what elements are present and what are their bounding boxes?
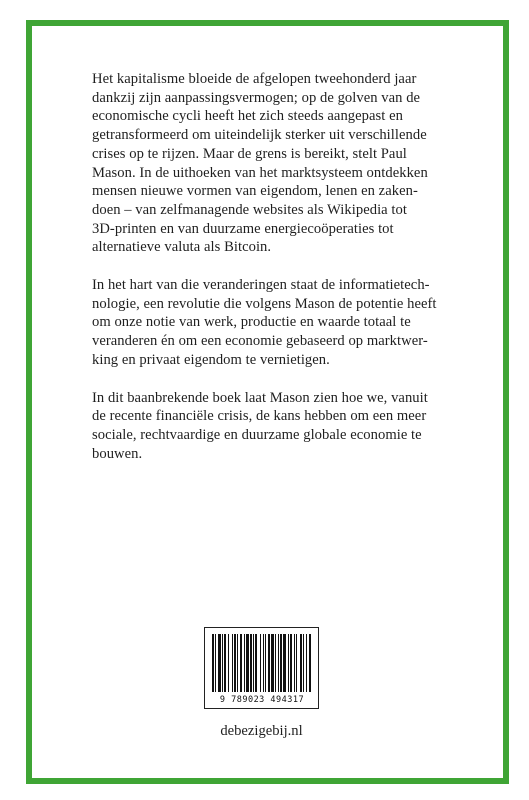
blurb-line: dankzij zijn aanpassingsvermogen; op de golven van de bbox=[92, 89, 421, 106]
barcode-bar bbox=[250, 634, 252, 692]
barcode-bar bbox=[255, 634, 257, 692]
blurb-line: alternatieve valuta als Bitcoin. bbox=[92, 239, 272, 256]
barcode-bar bbox=[296, 634, 297, 692]
barcode-bar bbox=[234, 634, 236, 692]
blurb-line: mensen nieuwe vormen van eigendom, lenen en zaken- bbox=[92, 183, 418, 200]
barcode-bar bbox=[218, 634, 221, 692]
blurb-paragraph-1 bbox=[92, 70, 444, 257]
barcode-bar bbox=[290, 634, 292, 692]
blurb-line: In het hart van die veranderingen staat de informatietech- bbox=[92, 277, 430, 294]
blurb-line: crises op te rijzen. Maar de grens is bereikt, stelt Paul bbox=[92, 145, 407, 162]
barcode-bar bbox=[271, 634, 274, 692]
publisher-website: debezigebij.nl bbox=[220, 723, 303, 739]
barcode-bar bbox=[283, 634, 286, 692]
blurb-line: getransformeerd om uiteindelijk sterker uit verschillende bbox=[92, 127, 427, 144]
barcode-bar bbox=[244, 634, 245, 692]
barcode-bar bbox=[263, 634, 264, 692]
barcode-bar bbox=[260, 634, 261, 692]
barcode-bar bbox=[303, 634, 304, 692]
barcode-bar bbox=[222, 634, 223, 692]
back-cover-blurb bbox=[92, 70, 444, 482]
barcode-bar bbox=[253, 634, 254, 692]
barcode-bar bbox=[237, 634, 238, 692]
blurb-paragraph-2 bbox=[92, 276, 444, 370]
blurb-line: In dit baanbrekende boek laat Mason zien hoe we, vanuit bbox=[92, 389, 428, 406]
isbn-barcode bbox=[204, 627, 319, 709]
barcode-bar bbox=[246, 634, 249, 692]
barcode-bar bbox=[288, 634, 289, 692]
blurb-line: veranderen én om een economie gebaseerd op marktwer- bbox=[92, 333, 428, 350]
blurb-line: Mason. In de uithoeken van het marktsysteem ontdekken bbox=[92, 164, 428, 181]
blurb-line: king en privaat eigendom te vernietigen. bbox=[92, 351, 330, 368]
barcode-number: 9 789023 494317 bbox=[219, 695, 305, 705]
barcode-bar bbox=[306, 634, 307, 692]
blurb-line: doen – van zelfmanagende websites als Wikipedia tot bbox=[92, 201, 407, 218]
barcode-bar bbox=[294, 634, 295, 692]
barcode-bar bbox=[265, 634, 266, 692]
blurb-line: 3D-printen en van duurzame energiecoöperaties tot bbox=[92, 220, 394, 237]
barcode-bar bbox=[275, 634, 276, 692]
barcode-bar bbox=[215, 634, 216, 692]
blurb-line: sociale, rechtvaardige en duurzame globale economie te bbox=[92, 426, 422, 443]
barcode-bar bbox=[212, 634, 214, 692]
barcode-bar bbox=[280, 634, 282, 692]
blurb-line: Het kapitalisme bloeide de afgelopen tweehonderd jaar bbox=[92, 71, 417, 87]
blurb-paragraph-3 bbox=[92, 389, 444, 464]
blurb-line: nologie, een revolutie die volgens Mason de potentie heeft bbox=[92, 295, 437, 312]
barcode-bar bbox=[228, 634, 229, 692]
blurb-line: bouwen. bbox=[92, 445, 143, 462]
barcode-bar bbox=[309, 634, 311, 692]
barcode-bars bbox=[211, 634, 313, 694]
blurb-line: om onze notie van werk, productie en waarde totaal te bbox=[92, 314, 411, 331]
barcode-bar bbox=[300, 634, 302, 692]
barcode-bar bbox=[240, 634, 242, 692]
barcode-bar bbox=[268, 634, 270, 692]
barcode-bar bbox=[232, 634, 233, 692]
blurb-line: economische cycli heeft het zich steeds aangepast en bbox=[92, 108, 403, 125]
blurb-line: de recente financiële crisis, de kans hebben om een meer bbox=[92, 408, 427, 425]
barcode-bar bbox=[278, 634, 279, 692]
barcode-bar bbox=[224, 634, 226, 692]
